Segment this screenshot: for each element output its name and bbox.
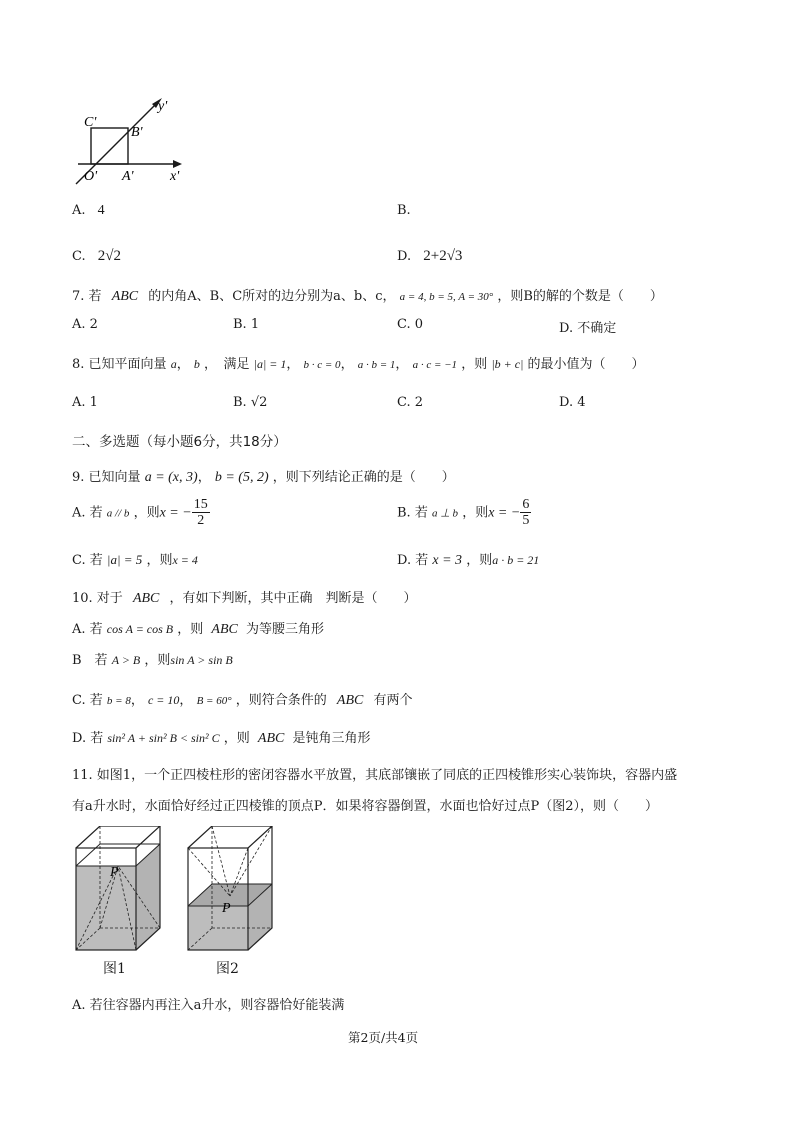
label-x: x' [170, 169, 180, 184]
q11-option-a: A. 若往容器内再注入a升水，则容器恰好能装满 [72, 998, 345, 1013]
q8-option-b: B. √2 [233, 395, 268, 410]
q9-stem: 9. 已知向量 a = (x, 3)， b = (5, 2) ，则下列结论正确的是（ ） [72, 470, 455, 485]
q10-option-d: D. 若 sin² A + sin² B < sin² C ，则 ABC 是钝角三角形 [72, 731, 371, 746]
label-c: C' [84, 115, 97, 130]
q10-option-b: B 若 A > B ，则sin A > sin B [72, 653, 233, 668]
q7-stem: 7. 若 ABC 的内角A、B、C所对的边分别为a、b、c， a = 4, b = 5, A = 30° ，则B的解的个数是（ ） [72, 289, 663, 304]
fraction: $\frac{15}{2}$ [193, 497, 208, 529]
section-title: 二、多选题（每小题6分，共18分） [72, 434, 287, 450]
point-p-label: P [222, 901, 231, 916]
q6-option-c: C. 2√2 [72, 248, 121, 264]
q7-option-d: D. 不确定 [559, 321, 617, 336]
x-axis-arrow-icon [173, 160, 182, 168]
oblique-axes-figure [70, 96, 190, 186]
label-b: B' [131, 125, 143, 140]
figure-2-container [186, 826, 278, 952]
q7-option-b: B. 1 [233, 317, 260, 332]
q9-option-a: A. 若 a // b ，则x = − $\frac{15}{2}$ [72, 497, 208, 529]
page-number: 第2页/共4页 [348, 1030, 419, 1045]
figure-1-container [74, 826, 166, 952]
q6-option-d: D. 2+2√3 [397, 248, 463, 264]
q9-option-c: C. 若 |a| = 5 ，则x = 4 [72, 552, 198, 568]
q10-option-a: A. 若 cos A = cos B ，则 ABC 为等腰三角形 [72, 622, 325, 637]
q9-option-b: B. 若 a ⊥ b ，则x = − $\frac{6}{5}$ [397, 497, 530, 529]
q10-option-c: C. 若 b = 8， c = 10， B = 60° ，则符合条件的 ABC 有两个 [72, 693, 413, 708]
q9-option-d: D. 若 x = 3 ，则a · b = 21 [397, 553, 540, 568]
q6-option-a: A. 4 [72, 203, 105, 218]
label-a: A' [122, 169, 134, 184]
q6-option-b: B. [397, 203, 411, 218]
q7-option-c: C. 0 [397, 317, 424, 332]
square-shape [91, 128, 128, 164]
figure-2-caption: 图2 [216, 961, 239, 977]
figure-1-caption: 图1 [103, 961, 126, 977]
fraction: $\frac{6}{5}$ [522, 497, 530, 529]
label-o: O' [84, 169, 98, 184]
q8-option-c: C. 2 [397, 395, 424, 410]
q8-option-a: A. 1 [72, 395, 98, 410]
q11-stem-line1: 11. 如图1，一个正四棱柱形的密闭容器水平放置，其底部镶嵌了同底的正四棱锥形实心装饰块，容器内盛 [72, 768, 678, 783]
label-y: y' [158, 99, 168, 114]
q11-stem-line2: 有a升水时，水面恰好经过正四棱锥的顶点P．如果将容器倒置，水面也恰好过点P（图2），则（ ） [72, 799, 659, 814]
point-p-label: P [110, 865, 119, 880]
q8-option-d: D. 4 [559, 395, 586, 410]
q8-stem: 8. 已知平面向量 a， b ， 满足 |a| = 1， b · c = 0， a · b = 1， a · c = −1 ，则 |b + c| 的最小值为（ ） [72, 357, 645, 372]
q7-option-a: A. 2 [72, 317, 98, 332]
q10-stem: 10. 对于 ABC ，有如下判断，其中正确 判断是（ ） [72, 591, 417, 606]
